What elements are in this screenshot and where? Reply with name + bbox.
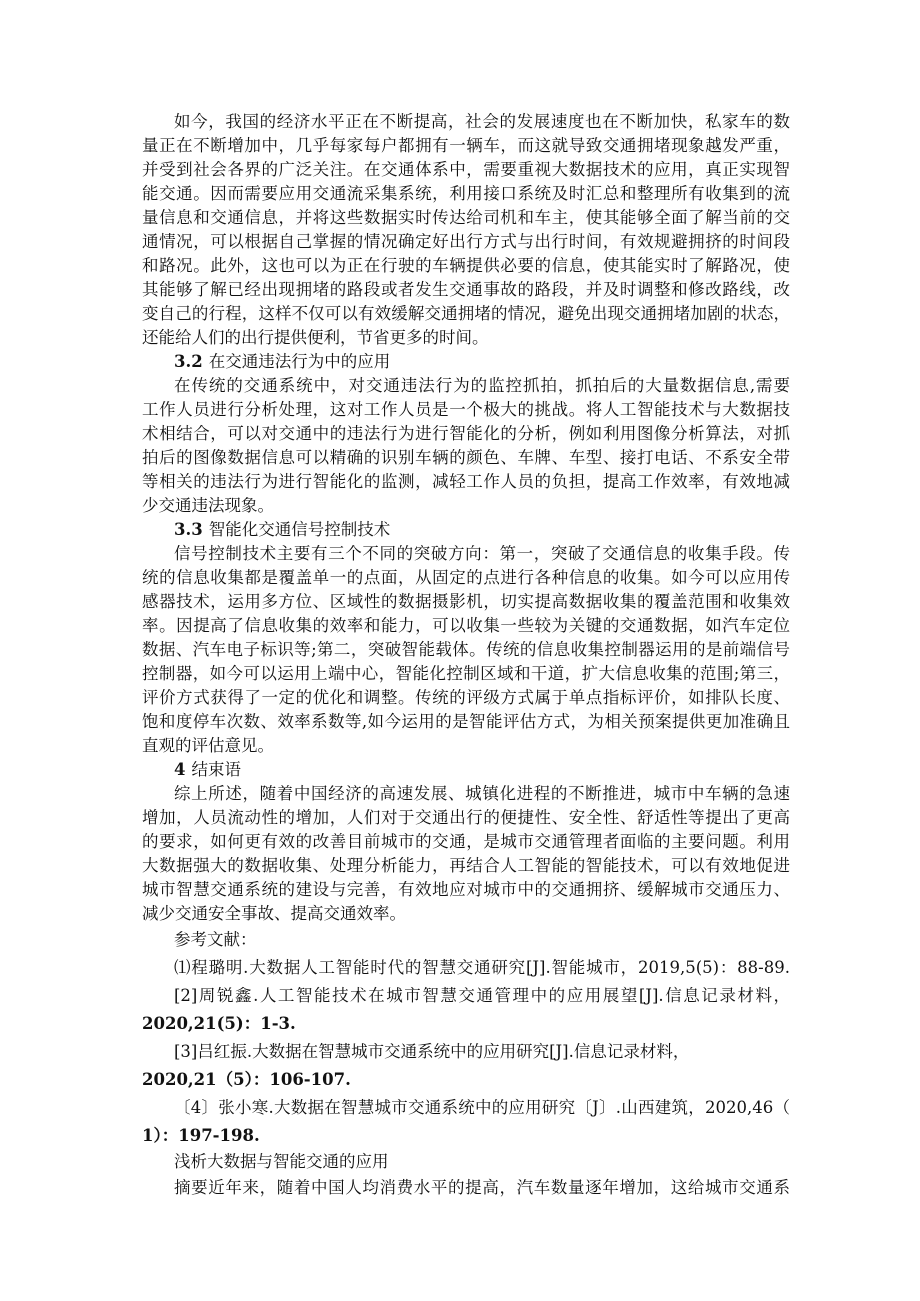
paragraph-line: 并受到社会各界的广泛关注。在交通体系中，需要重视大数据技术的应用，真正实现智 — [142, 160, 790, 179]
section-number: 4 — [174, 760, 186, 779]
reference-item-cont: 1）：197-198. — [142, 1126, 260, 1145]
paragraph-line: 感器技术，运用多方位、区域性的数据摄影机，切实提高数据收集的覆盖范围和收集效 — [142, 592, 790, 611]
paragraph-line: 评价方式获得了一定的优化和调整。传统的评级方式属于单点指标评价，如排队长度、 — [142, 688, 790, 707]
paragraph-line: 在传统的交通系统中，对交通违法行为的监控抓拍，抓拍后的大量数据信息,需要 — [174, 376, 790, 395]
paragraph-line: 和路况。此外，这也可以为正在行驶的车辆提供必要的信息，使其能实时了解路况，使 — [142, 256, 790, 275]
section-title: 结束语 — [191, 760, 241, 779]
paragraph-line: 等相关的违法行为进行智能化的监测，减轻工作人员的负担，提高工作效率，有效地减 — [142, 472, 790, 491]
paragraph-line: 工作人员进行分析处理，这对工作人员是一个极大的挑战。将人工智能技术与大数据技 — [142, 400, 790, 419]
reference-item: ⑴程璐明.大数据人工智能时代的智慧交通研究[J].智能城市，2019,5(5)：88-89. — [174, 958, 790, 977]
paragraph-line: 信号控制技术主要有三个不同的突破方向：第一，突破了交通信息的收集手段。传 — [174, 544, 790, 563]
paragraph-line: 量信息和交通信息，并将这些数据实时传达给司机和车主，使其能够全面了解当前的交 — [142, 208, 790, 227]
paragraph-line: 直观的评估意见。 — [142, 736, 274, 755]
section-heading-4 — [174, 758, 790, 782]
paragraph-line: 的要求，如何更有效的改善目前城市的交通，是城市交通管理者面临的主要问题。利用 — [142, 832, 790, 851]
reference-item: 〔4〕张小寒.大数据在智慧城市交通系统中的应用研究〔J〕.山西建筑，2020,46（ — [174, 1098, 790, 1117]
paragraph-line: 综上所述，随着中国经济的高速发展、城镇化进程的不断推进，城市中车辆的急速 — [174, 784, 790, 803]
references-title: 参考文献： — [174, 930, 257, 949]
reference-item-cont: 2020,21(5)：1-3. — [142, 1014, 296, 1033]
paragraph-line: 如今，我国的经济水平正在不断提高，社会的发展速度也在不断加快，私家车的数 — [174, 112, 790, 131]
paragraph-line: 数据、汽车电子标识等;第二，突破智能载体。传统的信息收集控制器运用的是前端信号 — [142, 640, 790, 659]
paragraph-line: 饱和度停车次数、效率系数等,如今运用的是智能评估方式，为相关预案提供更加准确且 — [142, 712, 790, 731]
reference-item: [2]周锐鑫.人工智能技术在城市智慧交通管理中的应用展望[J].信息记录材料， — [174, 986, 790, 1005]
paragraph-line: 术相结合，可以对交通中的违法行为进行智能化的分析，例如利用图像分析算法，对抓 — [142, 424, 790, 443]
article-title: 浅析大数据与智能交通的应用 — [174, 1152, 389, 1171]
paragraph-line: 拍后的图像数据信息可以精确的识别车辆的颜色、车牌、车型、接打电话、不系安全带 — [142, 448, 790, 467]
section-number: 3.3 — [174, 520, 203, 539]
section-title: 在交通违法行为中的应用 — [208, 352, 391, 371]
paragraph-line: 通情况，可以根据自己掌握的情况确定好出行方式与出行时间，有效规避拥挤的时间段 — [142, 232, 790, 251]
paragraph-line: 量正在不断增加中，几乎每家每户都拥有一辆车，而这就导致交通拥堵现象越发严重， — [142, 136, 790, 155]
paragraph-line: 减少交通安全事故、提高交通效率。 — [142, 904, 406, 923]
paragraph-line: 率。因提高了信息收集的效率和能力，可以收集一些较为关键的交通数据，如汽车定位 — [142, 616, 790, 635]
section-heading-3-2 — [174, 350, 790, 374]
paragraph-line: 控制器，如今可以运用上端中心，智能化控制区域和干道，扩大信息收集的范围;第三， — [142, 664, 790, 683]
paragraph-line: 其能够了解已经出现拥堵的路段或者发生交通事故的路段，并及时调整和修改路线，改 — [142, 280, 790, 299]
abstract-line: 摘要近年来，随着中国人均消费水平的提高，汽车数量逐年增加，这给城市交通系 — [174, 1178, 790, 1197]
paragraph-line: 能交通。因而需要应用交通流采集系统，利用接口系统及时汇总和整理所有收集到的流 — [142, 184, 790, 203]
section-number: 3.2 — [174, 352, 203, 371]
paragraph-line: 大数据强大的数据收集、处理分析能力，再结合人工智能的智能技术，可以有效地促进 — [142, 856, 790, 875]
paragraph-line: 还能给人们的出行提供便利，节省更多的时间。 — [142, 328, 489, 347]
paragraph-line: 变自己的行程，这样不仅可以有效缓解交通拥堵的情况，避免出现交通拥堵加剧的状态， — [142, 304, 790, 323]
section-heading-3-3 — [174, 518, 790, 542]
paragraph-line: 增加，人员流动性的增加，人们对于交通出行的便捷性、安全性、舒适性等提出了更高 — [142, 808, 790, 827]
paragraph-line: 少交通违法现象。 — [142, 496, 274, 515]
paragraph-line: 统的信息收集都是覆盖单一的点面，从固定的点进行各种信息的收集。如今可以应用传 — [142, 568, 790, 587]
reference-item: [3]吕红振.大数据在智慧城市交通系统中的应用研究[J].信息记录材料， — [174, 1042, 690, 1061]
section-title: 智能化交通信号控制技术 — [208, 520, 391, 539]
paragraph-line: 城市智慧交通系统的建设与完善，有效地应对城市中的交通拥挤、缓解城市交通压力、 — [142, 880, 790, 899]
reference-item-cont: 2020,21（5）：106-107. — [142, 1070, 351, 1089]
